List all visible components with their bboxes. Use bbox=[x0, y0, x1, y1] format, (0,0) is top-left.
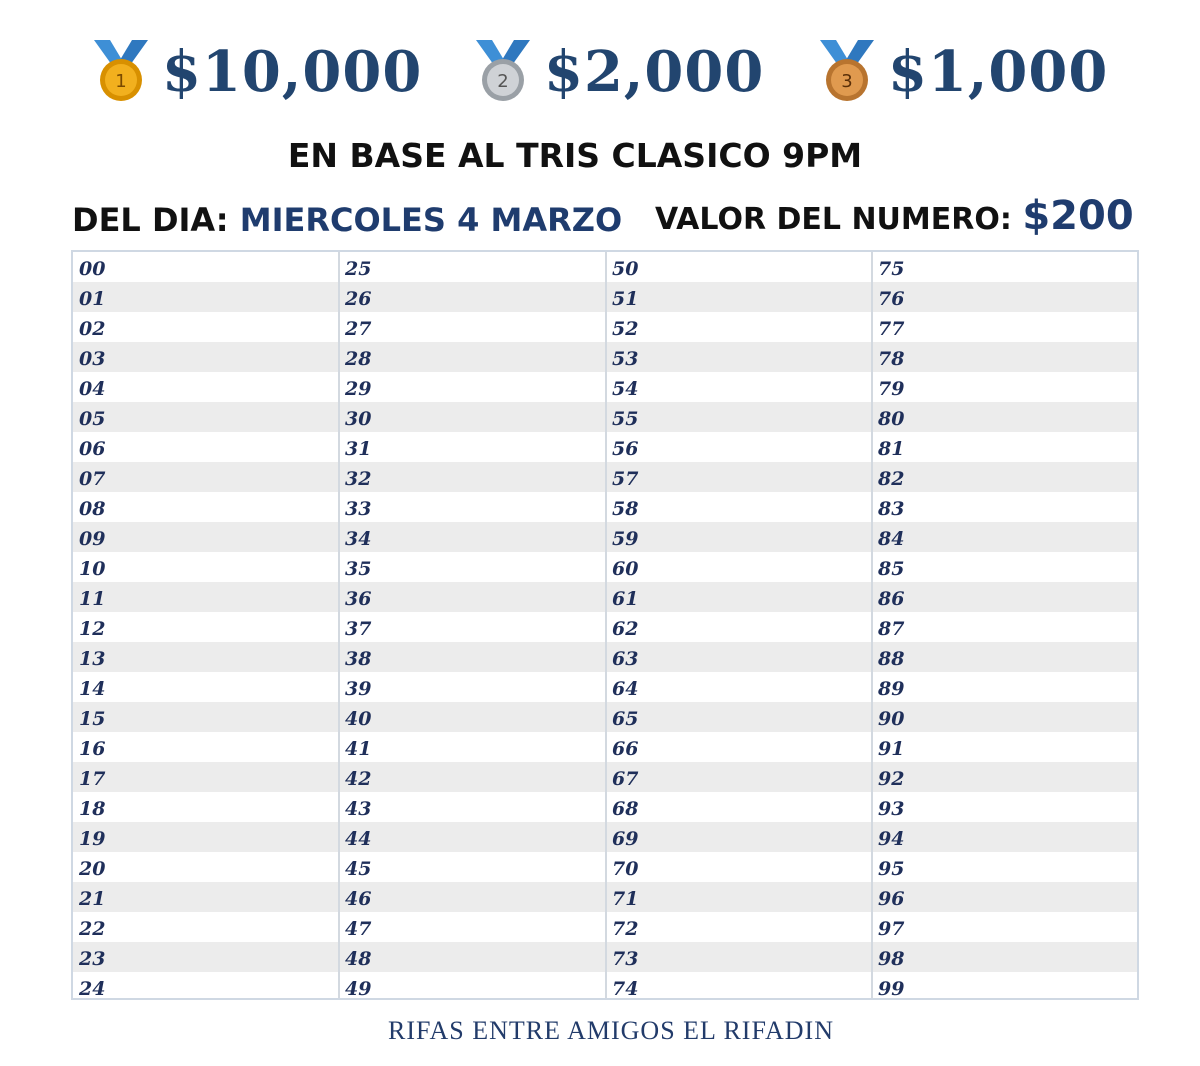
raffle-number-cell[interactable]: 74 bbox=[612, 978, 639, 1000]
raffle-number-cell[interactable]: 14 bbox=[79, 678, 106, 700]
raffle-number-cell[interactable]: 52 bbox=[612, 318, 639, 340]
footer-brand: RIFAS ENTRE AMIGOS EL RIFADIN bbox=[388, 1016, 834, 1045]
raffle-number-cell[interactable]: 37 bbox=[345, 618, 372, 640]
raffle-number-cell[interactable]: 84 bbox=[878, 528, 905, 550]
raffle-number-cell[interactable]: 86 bbox=[878, 588, 905, 610]
raffle-number-cell[interactable]: 09 bbox=[79, 528, 106, 550]
medal-number: 1 bbox=[115, 71, 127, 92]
raffle-number-cell[interactable]: 38 bbox=[345, 648, 372, 670]
raffle-number-cell[interactable]: 85 bbox=[878, 558, 905, 580]
raffle-number-cell[interactable]: 31 bbox=[345, 438, 372, 460]
raffle-number-cell[interactable]: 01 bbox=[79, 288, 106, 310]
raffle-number-cell[interactable]: 17 bbox=[79, 768, 106, 790]
raffle-number-cell[interactable]: 18 bbox=[79, 798, 106, 820]
raffle-number-cell[interactable]: 44 bbox=[345, 828, 372, 850]
raffle-number-cell[interactable]: 46 bbox=[345, 888, 372, 910]
raffle-number-cell[interactable]: 95 bbox=[878, 858, 905, 880]
raffle-number-cell[interactable]: 94 bbox=[878, 828, 905, 850]
raffle-number-cell[interactable]: 75 bbox=[878, 258, 905, 280]
column-divider bbox=[605, 252, 607, 998]
column-divider bbox=[338, 252, 340, 998]
raffle-number-cell[interactable]: 77 bbox=[878, 318, 905, 340]
raffle-number-cell[interactable]: 60 bbox=[612, 558, 639, 580]
raffle-number-cell[interactable]: 03 bbox=[79, 348, 106, 370]
raffle-number-cell[interactable]: 83 bbox=[878, 498, 905, 520]
raffle-number-cell[interactable]: 15 bbox=[79, 708, 106, 730]
raffle-number-cell[interactable]: 23 bbox=[79, 948, 106, 970]
raffle-number-cell[interactable]: 49 bbox=[345, 978, 372, 1000]
raffle-number-cell[interactable]: 24 bbox=[79, 978, 106, 1000]
raffle-number-cell[interactable]: 67 bbox=[612, 768, 639, 790]
raffle-number-cell[interactable]: 20 bbox=[79, 858, 106, 880]
raffle-number-cell[interactable]: 91 bbox=[878, 738, 905, 760]
raffle-number-cell[interactable]: 58 bbox=[612, 498, 639, 520]
raffle-number-cell[interactable]: 16 bbox=[79, 738, 106, 760]
raffle-number-cell[interactable]: 43 bbox=[345, 798, 372, 820]
price-value: $200 bbox=[1022, 193, 1134, 239]
raffle-number-cell[interactable]: 00 bbox=[79, 258, 106, 280]
raffle-number-cell[interactable]: 29 bbox=[345, 378, 372, 400]
raffle-number-cell[interactable]: 81 bbox=[878, 438, 905, 460]
raffle-number-cell[interactable]: 72 bbox=[612, 918, 639, 940]
raffle-number-cell[interactable]: 45 bbox=[345, 858, 372, 880]
raffle-number-cell[interactable]: 36 bbox=[345, 588, 372, 610]
raffle-number-cell[interactable]: 80 bbox=[878, 408, 905, 430]
raffle-number-cell[interactable]: 30 bbox=[345, 408, 372, 430]
raffle-number-cell[interactable]: 33 bbox=[345, 498, 372, 520]
raffle-number-cell[interactable]: 40 bbox=[345, 708, 372, 730]
raffle-number-cell[interactable]: 89 bbox=[878, 678, 905, 700]
raffle-number-cell[interactable]: 92 bbox=[878, 768, 905, 790]
prize-amount: $2,000 bbox=[544, 39, 765, 105]
number-grid bbox=[71, 250, 1139, 1000]
raffle-number-cell[interactable]: 50 bbox=[612, 258, 639, 280]
prize-amount: $10,000 bbox=[162, 39, 423, 105]
raffle-number-cell[interactable]: 53 bbox=[612, 348, 639, 370]
raffle-number-cell[interactable]: 02 bbox=[79, 318, 106, 340]
raffle-number-cell[interactable]: 06 bbox=[79, 438, 106, 460]
raffle-number-cell[interactable]: 87 bbox=[878, 618, 905, 640]
raffle-number-cell[interactable]: 47 bbox=[345, 918, 372, 940]
raffle-number-cell[interactable]: 82 bbox=[878, 468, 905, 490]
raffle-number-cell[interactable]: 08 bbox=[79, 498, 106, 520]
raffle-number-cell[interactable]: 65 bbox=[612, 708, 639, 730]
raffle-number-cell[interactable]: 61 bbox=[612, 588, 639, 610]
raffle-number-cell[interactable]: 57 bbox=[612, 468, 639, 490]
raffle-number-cell[interactable]: 54 bbox=[612, 378, 639, 400]
raffle-number-cell[interactable]: 13 bbox=[79, 648, 106, 670]
raffle-number-cell[interactable]: 39 bbox=[345, 678, 372, 700]
raffle-number-cell[interactable]: 28 bbox=[345, 348, 372, 370]
raffle-number-cell[interactable]: 73 bbox=[612, 948, 639, 970]
raffle-number-cell[interactable]: 41 bbox=[345, 738, 372, 760]
draw-title: EN BASE AL TRIS CLASICO 9PM bbox=[287, 136, 863, 175]
raffle-number-cell[interactable]: 22 bbox=[79, 918, 106, 940]
raffle-number-cell[interactable]: 35 bbox=[345, 558, 372, 580]
raffle-number-cell[interactable]: 63 bbox=[612, 648, 639, 670]
raffle-number-cell[interactable]: 88 bbox=[878, 648, 905, 670]
raffle-number-cell[interactable]: 26 bbox=[345, 288, 372, 310]
raffle-number-cell[interactable]: 68 bbox=[612, 798, 639, 820]
raffle-number-cell[interactable]: 10 bbox=[79, 558, 106, 580]
raffle-number-cell[interactable]: 76 bbox=[878, 288, 905, 310]
raffle-number-cell[interactable]: 97 bbox=[878, 918, 905, 940]
raffle-number-cell[interactable]: 64 bbox=[612, 678, 639, 700]
bronze-medal-icon bbox=[816, 38, 878, 104]
raffle-number-cell[interactable]: 32 bbox=[345, 468, 372, 490]
raffle-number-cell[interactable]: 55 bbox=[612, 408, 639, 430]
raffle-number-cell[interactable]: 79 bbox=[878, 378, 905, 400]
raffle-number-cell[interactable]: 48 bbox=[345, 948, 372, 970]
medal-number: 2 bbox=[497, 71, 509, 92]
prize-banner bbox=[0, 28, 1200, 118]
raffle-number-cell[interactable]: 34 bbox=[345, 528, 372, 550]
raffle-number-cell[interactable]: 27 bbox=[345, 318, 372, 340]
raffle-number-cell[interactable]: 56 bbox=[612, 438, 639, 460]
raffle-number-cell[interactable]: 25 bbox=[345, 258, 372, 280]
raffle-number-cell[interactable]: 99 bbox=[878, 978, 905, 1000]
raffle-number-cell[interactable]: 78 bbox=[878, 348, 905, 370]
date-value: MIERCOLES 4 MARZO bbox=[239, 201, 623, 239]
raffle-number-cell[interactable]: 90 bbox=[878, 708, 905, 730]
raffle-number-cell[interactable]: 96 bbox=[878, 888, 905, 910]
raffle-number-cell[interactable]: 59 bbox=[612, 528, 639, 550]
raffle-number-cell[interactable]: 70 bbox=[612, 858, 639, 880]
raffle-number-cell[interactable]: 04 bbox=[79, 378, 106, 400]
price-line bbox=[655, 192, 1134, 244]
raffle-number-cell[interactable]: 98 bbox=[878, 948, 905, 970]
raffle-number-cell[interactable]: 62 bbox=[612, 618, 639, 640]
date-line bbox=[72, 198, 622, 242]
gold-medal-icon bbox=[90, 38, 152, 104]
raffle-number-cell[interactable]: 11 bbox=[79, 588, 106, 610]
raffle-number-cell[interactable]: 05 bbox=[79, 408, 106, 430]
raffle-number-cell[interactable]: 07 bbox=[79, 468, 106, 490]
medal-number: 3 bbox=[841, 71, 853, 92]
raffle-number-cell[interactable]: 69 bbox=[612, 828, 639, 850]
raffle-number-cell[interactable]: 66 bbox=[612, 738, 639, 760]
raffle-number-cell[interactable]: 42 bbox=[345, 768, 372, 790]
price-label: VALOR DEL NUMERO: bbox=[655, 202, 1012, 237]
raffle-number-cell[interactable]: 51 bbox=[612, 288, 639, 310]
date-label: DEL DIA: bbox=[72, 201, 229, 239]
raffle-number-cell[interactable]: 19 bbox=[79, 828, 106, 850]
prize-amount: $1,000 bbox=[888, 39, 1109, 105]
silver-medal-icon bbox=[472, 38, 534, 104]
raffle-number-cell[interactable]: 12 bbox=[79, 618, 106, 640]
raffle-number-cell[interactable]: 71 bbox=[612, 888, 639, 910]
column-divider bbox=[871, 252, 873, 998]
raffle-number-cell[interactable]: 21 bbox=[79, 888, 106, 910]
raffle-number-cell[interactable]: 93 bbox=[878, 798, 905, 820]
